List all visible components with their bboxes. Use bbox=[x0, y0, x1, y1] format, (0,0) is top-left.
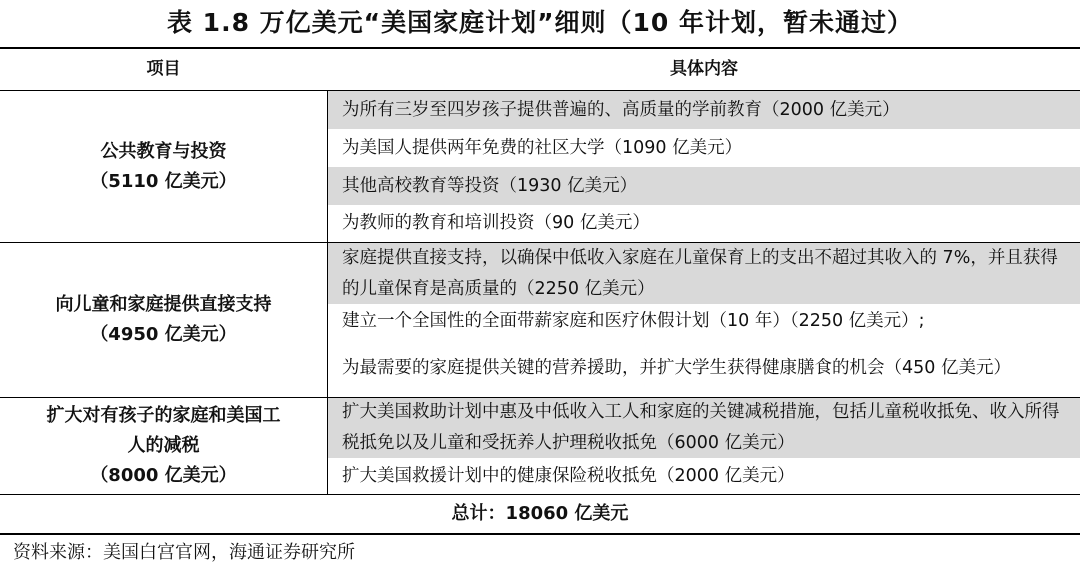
bottom-rule bbox=[0, 533, 1080, 535]
category-tax-cuts bbox=[0, 398, 327, 494]
category-line: 人的减税 bbox=[127, 435, 200, 456]
content-item: 为教师的教育和培训投资（90 亿美元） bbox=[342, 213, 650, 233]
category-line: （4950 亿美元） bbox=[90, 324, 237, 345]
table-title: 表 1.8 万亿美元“美国家庭计划”细则（10 年计划，暂未通过） bbox=[166, 8, 914, 37]
category-direct-support bbox=[0, 243, 327, 397]
content-item: 为美国人提供两年免费的社区大学（1090 亿美元） bbox=[342, 137, 743, 158]
total-row: 总计：18060 亿美元 bbox=[451, 503, 629, 524]
content-item: 扩大美国救助计划中惠及中低收入工人和家庭的关键减税措施，包括儿童税收抵免、收入所得税抵免以及儿童和受抚养人护理税收抵免（6000 亿美元） bbox=[328, 398, 1080, 458]
category-line: 扩大对有孩子的家庭和美国工 bbox=[46, 405, 281, 426]
category-line: （8000 亿美元） bbox=[90, 465, 237, 486]
content-item: 扩大美国救援计划中的健康保险税收抵免（2000 亿美元） bbox=[342, 465, 795, 486]
category-line: 公共教育与投资 bbox=[100, 140, 227, 162]
content-item: 其他高校教育等投资（1930 亿美元） bbox=[328, 167, 1080, 205]
content-item: 为最需要的家庭提供关键的营养援助，并扩大学生获得健康膳食的机会（450 亿美元） bbox=[342, 357, 1011, 378]
header-content: 具体内容 bbox=[670, 59, 738, 79]
content-item: 家庭提供直接支持，以确保中低收入家庭在儿童保育上的支出不超过其收入的 7%，并且获得的儿童保育是高质量的（2250 亿美元） bbox=[328, 243, 1080, 304]
header-item: 项目 bbox=[146, 59, 181, 79]
content-item: 为所有三岁至四岁孩子提供普遍的、高质量的学前教育（2000 亿美元） bbox=[328, 91, 1080, 129]
content-item: 建立一个全国性的全面带薪家庭和医疗休假计划（10 年）（2250 亿美元）; bbox=[342, 311, 925, 331]
source-note: 资料来源：美国白宫官网，海通证券研究所 bbox=[13, 542, 355, 563]
category-line: （5110 亿美元） bbox=[90, 170, 237, 192]
category-public-education bbox=[0, 91, 327, 242]
category-line: 向儿童和家庭提供直接支持 bbox=[55, 294, 272, 315]
